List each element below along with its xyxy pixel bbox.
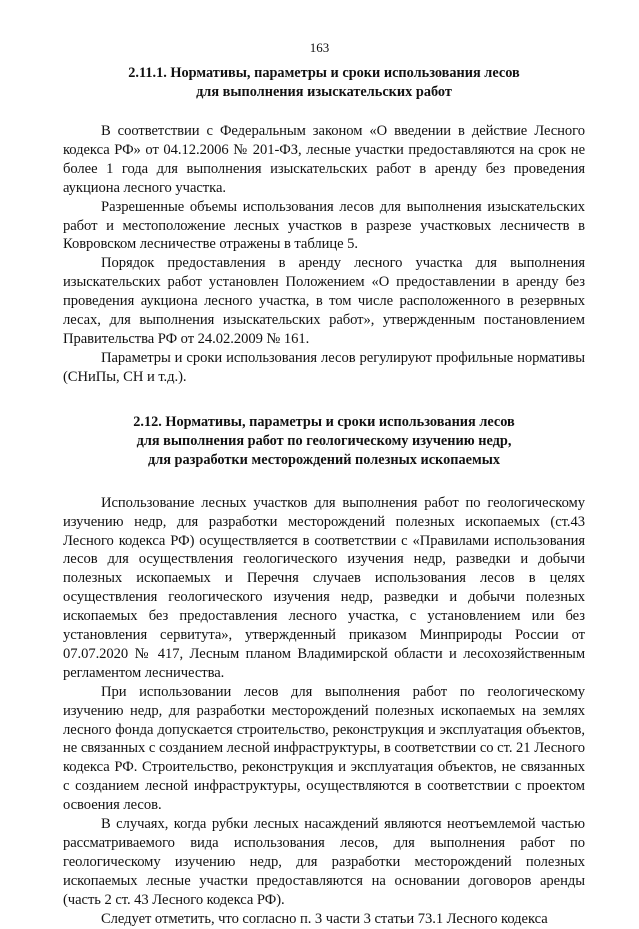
paragraph: При использовании лесов для выполнения работ по геологическому изучению недр, для разработки месторождений полезных ископаемых на землях лесного фонда допускается строительство, реконструкция и эксплуатация объектов, не связанных с созданием лесной инфраструктуры, в соответствии со ст. 21 Лесного кодекса РФ. Строительство, реконструкция и эксплуатация объектов, не связанных с созданием лесной инфраструктуры, осуществляются в соответствии с проектом освоения лесов. bbox=[63, 683, 585, 814]
paragraph: Следует отметить, что согласно п. 3 части 3 статьи 73.1 Лесного кодекса bbox=[101, 910, 548, 927]
heading-line: для выполнения работ по геологическому изучению недр, bbox=[136, 432, 512, 449]
heading-line: 2.12. Нормативы, параметры и сроки использования лесов bbox=[133, 413, 515, 430]
paragraph: Порядок предоставления в аренду лесного участка для выполнения изыскательских работ установлен Положением «О предоставлении в аренду без проведения аукциона лесного участка, в том числе расположенного в резервных лесах, для выполнения изыскательских работ», утвержденным постановлением Правительства РФ от 24.02.2009 № 161. bbox=[63, 255, 585, 347]
paragraph: Использование лесных участков для выполнения работ по геологическому изучению недр, для разработки месторождений полезных ископаемых (ст.43 Лесного кодекса РФ) осуществляется в соответствии с «Правилами использования лесов для осуществления геологического изучения недр, разведки и добычи полезных ископаемых и Перечня случаев использования лесов в целях осуществления геологического изучения недр, разведки и добычи полезных ископаемых без предоставления лесного участка, с установлением или без установления сервитута», утвержденный приказом Минприроды России от 07.07.2020 № 417, Лесным планом Владимирской области и лесохозяйственным регламентом лесничества. bbox=[63, 494, 585, 681]
section-heading-2-11-1 bbox=[63, 64, 585, 102]
page-number: 163 bbox=[309, 40, 330, 55]
paragraph: В соответствии с Федеральным законом «О введении в действие Лесного кодекса РФ» от 04.12.2006 № 201-ФЗ, лесные участки предоставляются на срок не более 1 года для выполнения изыскательских работ в аренду без проведения аукциона лесного участка. bbox=[63, 123, 585, 196]
heading-line: для выполнения изыскательских работ bbox=[196, 84, 452, 100]
paragraph: Разрешенные объемы использования лесов для выполнения изыскательских работ и местоположение лесных участков в разрезе участковых лесничеств в Ковровском лесничестве отражены в таблице 5. bbox=[63, 198, 585, 253]
heading-line: 2.11.1. Нормативы, параметры и сроки использования лесов bbox=[128, 65, 520, 81]
page-content bbox=[63, 64, 585, 929]
paragraph: Параметры и сроки использования лесов регулируют профильные нормативы (СНиПы, СН и т.д.). bbox=[63, 349, 585, 385]
section-body-2-11-1 bbox=[63, 122, 585, 387]
paragraph: В случаях, когда рубки лесных насаждений являются неотъемлемой частью рассматриваемого вида использования лесов, для выполнения работ по геологическому изучению недр, для разработки месторождений полезных ископаемых лесные участки предоставляются на основании договоров аренды (часть 2 ст. 43 Лесного кодекса РФ). bbox=[63, 816, 585, 908]
heading-line: для разработки месторождений полезных ископаемых bbox=[147, 451, 501, 468]
section-body-2-12 bbox=[63, 494, 585, 929]
section-heading-2-12 bbox=[63, 413, 585, 470]
